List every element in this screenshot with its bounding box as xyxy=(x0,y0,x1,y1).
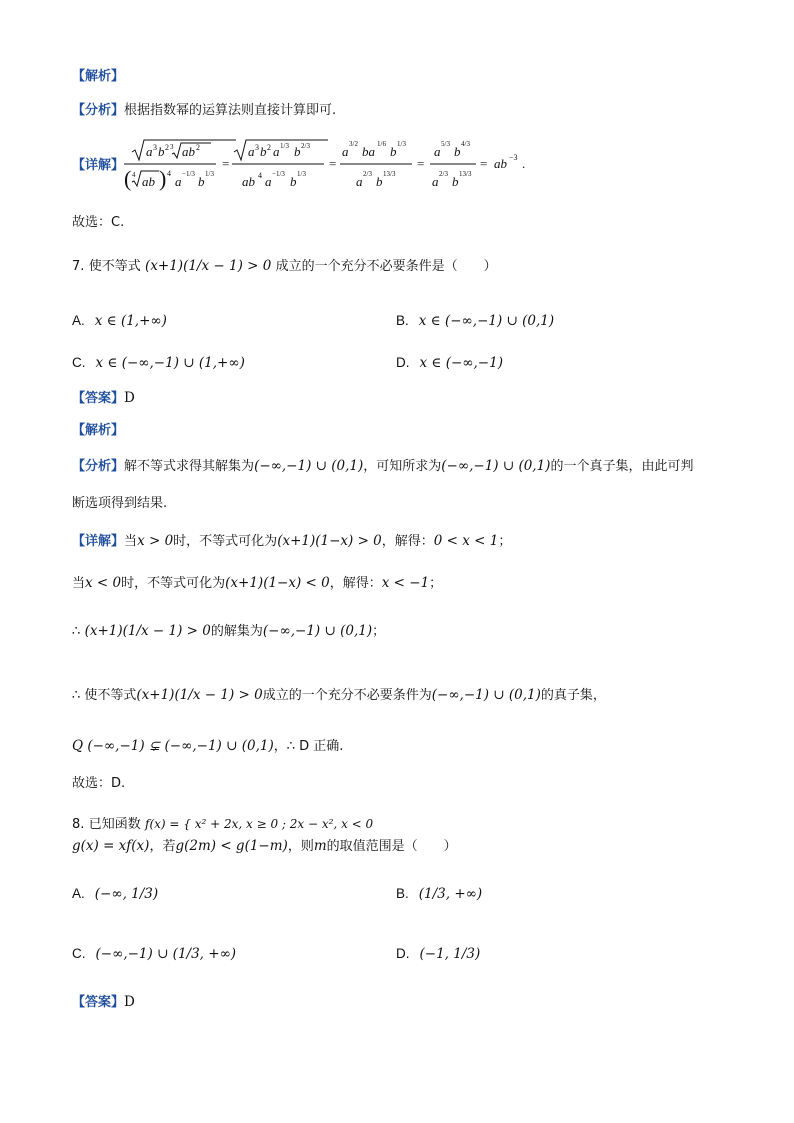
question-8-continued xyxy=(72,836,734,857)
svg-text:.: . xyxy=(522,156,526,171)
exponent-formula xyxy=(124,138,564,198)
svg-text:=: = xyxy=(480,156,488,171)
svg-text:a: a xyxy=(356,174,363,189)
math-expression: x > 0 xyxy=(137,533,174,549)
interval-expression: (−∞,−1) ∪ (0,1) xyxy=(441,458,551,474)
option-label: B. xyxy=(396,313,409,328)
section-tag: 【 详解 】 xyxy=(72,156,124,176)
answer-choice-line: 故选：D. xyxy=(72,776,126,791)
section-tag: 【 答案 】 xyxy=(72,995,124,1010)
svg-text:b: b xyxy=(158,144,165,159)
svg-text:a: a xyxy=(265,174,272,189)
svg-text:b: b xyxy=(260,144,267,159)
option-a[interactable] xyxy=(72,884,158,904)
svg-text:4/3: 4/3 xyxy=(461,140,470,148)
analysis-text: 解不等式求得其解集为 xyxy=(124,459,255,474)
question-text: 成立的一个充分不必要条件是（ ） xyxy=(275,259,497,274)
svg-text:4: 4 xyxy=(132,171,136,179)
option-c[interactable] xyxy=(72,353,245,373)
svg-text:a: a xyxy=(248,144,255,159)
analysis-line-continued: 断选项得到结果. xyxy=(72,496,168,511)
svg-text:3: 3 xyxy=(153,143,157,152)
svg-text:a: a xyxy=(432,174,439,189)
svg-text:3: 3 xyxy=(255,143,259,152)
detail-line xyxy=(72,531,734,552)
option-label: C. xyxy=(72,355,86,370)
section-tag: 【 解析 】 xyxy=(72,69,124,84)
section-tag: 【 分析 】 xyxy=(72,103,124,118)
detail-text: 当 xyxy=(124,534,138,549)
question-text: ，则 xyxy=(287,839,314,854)
detail-line xyxy=(72,138,734,198)
question-text: 已知函数 xyxy=(88,817,141,832)
detail-text: ； xyxy=(498,534,512,549)
svg-text:3: 3 xyxy=(170,143,174,151)
svg-text:1/3: 1/3 xyxy=(297,170,306,178)
svg-text:−1/3: −1/3 xyxy=(182,170,195,178)
svg-text:ab: ab xyxy=(242,174,255,189)
section-tag: 【 分析 】 xyxy=(72,459,124,474)
svg-text:a: a xyxy=(273,144,280,159)
option-label: C. xyxy=(72,946,86,961)
section-tag: 【 答案 】 xyxy=(72,391,124,406)
svg-text:b: b xyxy=(452,174,459,189)
option-value: (−∞,−1) ∪ (1/3, +∞) xyxy=(95,946,237,962)
svg-text:1/3: 1/3 xyxy=(280,142,289,150)
question-7 xyxy=(72,256,734,290)
svg-text:2/3: 2/3 xyxy=(439,170,448,178)
detail-text: 的解集为 xyxy=(210,624,263,639)
svg-text:ab: ab xyxy=(142,174,155,189)
svg-text:1/3: 1/3 xyxy=(397,140,406,148)
svg-text:13/3: 13/3 xyxy=(383,170,396,178)
analysis-line xyxy=(72,100,734,121)
math-expression: (x+1)(1−x) < 0 xyxy=(225,575,330,591)
svg-text:2/3: 2/3 xyxy=(301,142,310,150)
detail-text: 时，不等式可化为 xyxy=(121,576,226,591)
option-value: x ∈ (−∞,−1) ∪ (0,1) xyxy=(418,313,555,329)
option-value: x ∈ (−∞,−1) ∪ (1,+∞) xyxy=(95,355,245,371)
detail-text: ∴ 使不等式 xyxy=(72,688,137,703)
svg-text:(: ( xyxy=(124,166,132,191)
detail-text: 成立的一个充分不必要条件为 xyxy=(262,688,432,703)
section-tag: 【 解析 】 xyxy=(72,423,124,438)
svg-text:3/2: 3/2 xyxy=(349,140,358,148)
svg-text:): ) xyxy=(159,166,167,191)
detail-line xyxy=(72,573,734,594)
detail-text: ； xyxy=(429,576,443,591)
detail-text: 时，不等式可化为 xyxy=(173,534,278,549)
svg-text:a: a xyxy=(175,174,182,189)
analysis-text: 根据指数幂的运算法则直接计算即可. xyxy=(124,103,337,118)
svg-text:1/3: 1/3 xyxy=(205,170,214,178)
svg-text:=: = xyxy=(417,156,425,171)
svg-text:4: 4 xyxy=(258,171,262,180)
analysis-text: 的一个真子集，由此可判 xyxy=(550,459,694,474)
svg-text:2: 2 xyxy=(267,143,271,152)
answer-value: D xyxy=(124,390,135,406)
svg-text:5/3: 5/3 xyxy=(441,140,450,148)
svg-text:1/6: 1/6 xyxy=(377,140,386,148)
math-expression: (x+1)(1/x − 1) > 0 xyxy=(84,623,211,639)
option-d[interactable] xyxy=(396,944,480,964)
analysis-heading xyxy=(72,66,734,87)
detail-line xyxy=(72,621,734,642)
option-value: (−1, 1/3) xyxy=(419,946,481,962)
detail-line xyxy=(72,685,734,706)
svg-text:b: b xyxy=(390,144,397,159)
svg-text:=: = xyxy=(222,156,230,171)
detail-text: 当 xyxy=(72,576,86,591)
svg-text:a: a xyxy=(434,144,441,159)
option-c[interactable] xyxy=(72,944,236,964)
svg-text:−3: −3 xyxy=(509,153,518,162)
svg-text:=: = xyxy=(329,156,337,171)
analysis-heading xyxy=(72,420,734,441)
math-expression: x < −1 xyxy=(381,575,430,591)
svg-text:−1/3: −1/3 xyxy=(272,170,285,178)
option-value: (−∞, 1/3) xyxy=(94,886,159,902)
svg-text:13/3: 13/3 xyxy=(459,170,472,178)
question-text: ，若 xyxy=(149,839,176,854)
svg-text:b: b xyxy=(376,174,383,189)
svg-text:4: 4 xyxy=(167,169,171,178)
svg-text:b: b xyxy=(198,174,205,189)
svg-text:2: 2 xyxy=(165,143,169,152)
detail-text: 的真子集， xyxy=(540,688,606,703)
answer-line xyxy=(72,992,734,1013)
svg-text:ab: ab xyxy=(494,156,507,171)
math-expression: 0 < x < 1 xyxy=(433,533,499,549)
option-label: A. xyxy=(72,886,85,901)
option-a[interactable] xyxy=(72,311,167,331)
detail-text: ，∴ D 正确. xyxy=(273,739,344,754)
math-expression: g(x) = xf(x) xyxy=(72,838,150,854)
math-variable: m xyxy=(313,838,327,854)
option-label: B. xyxy=(396,886,409,901)
answer-value: D xyxy=(124,994,135,1010)
detail-text: ； xyxy=(372,624,386,639)
svg-text:ba: ba xyxy=(362,144,375,159)
svg-text:2/3: 2/3 xyxy=(363,170,372,178)
option-label: D. xyxy=(396,946,410,961)
math-expression: (x+1)(1−x) > 0 xyxy=(277,533,382,549)
math-expression: (−∞,−1) ∪ (0,1) xyxy=(262,623,373,639)
question-number: 8. xyxy=(72,817,85,832)
math-expression: g(2m) < g(1−m) xyxy=(175,838,288,854)
analysis-line xyxy=(72,456,734,477)
option-label: D. xyxy=(396,355,410,370)
interval-expression: (−∞,−1) ∪ (0,1) xyxy=(254,458,364,474)
answer-choice-line: 故选：C. xyxy=(72,215,125,230)
svg-text:b: b xyxy=(454,144,461,159)
therefore-symbol: ∴ xyxy=(72,624,81,639)
svg-text:b: b xyxy=(294,144,301,159)
svg-text:a: a xyxy=(342,144,349,159)
option-value: x ∈ (1,+∞) xyxy=(94,313,167,329)
option-label: A. xyxy=(72,313,85,328)
option-d[interactable] xyxy=(396,353,503,373)
svg-text:ab: ab xyxy=(182,144,195,159)
option-value: x ∈ (−∞,−1) xyxy=(419,355,503,371)
section-tag: 【 详解 】 xyxy=(72,534,124,549)
question-number: 7. xyxy=(72,259,85,274)
detail-text: ，解得： xyxy=(329,576,382,591)
math-expression: Q (−∞,−1) ⊊ (−∞,−1) ∪ (0,1) xyxy=(72,738,274,754)
math-expression: (−∞,−1) ∪ (0,1) xyxy=(431,687,541,703)
svg-text:2: 2 xyxy=(196,143,200,152)
svg-text:a: a xyxy=(146,144,153,159)
question-text: 的取值范围是（ ） xyxy=(326,839,457,854)
answer-line xyxy=(72,388,734,409)
inequality xyxy=(145,258,276,274)
option-b[interactable] xyxy=(396,311,554,331)
detail-text: ，解得： xyxy=(381,534,434,549)
question-text: 使不等式 xyxy=(88,259,141,274)
analysis-text: ，可知所求为 xyxy=(363,459,442,474)
math-expression: (x+1)(1/x − 1) > 0 xyxy=(136,687,263,703)
svg-text:b: b xyxy=(290,174,297,189)
option-value: (1/3, +∞) xyxy=(418,886,483,902)
inequality-expression: (x+1)(1/x − 1) > 0 xyxy=(145,258,272,274)
detail-line xyxy=(72,736,734,757)
option-b[interactable] xyxy=(396,884,482,904)
math-expression: x < 0 xyxy=(85,575,122,591)
piecewise-function: f(x) = { x² + 2x, x ≥ 0 ; 2x − x², x < 0 xyxy=(145,817,374,831)
